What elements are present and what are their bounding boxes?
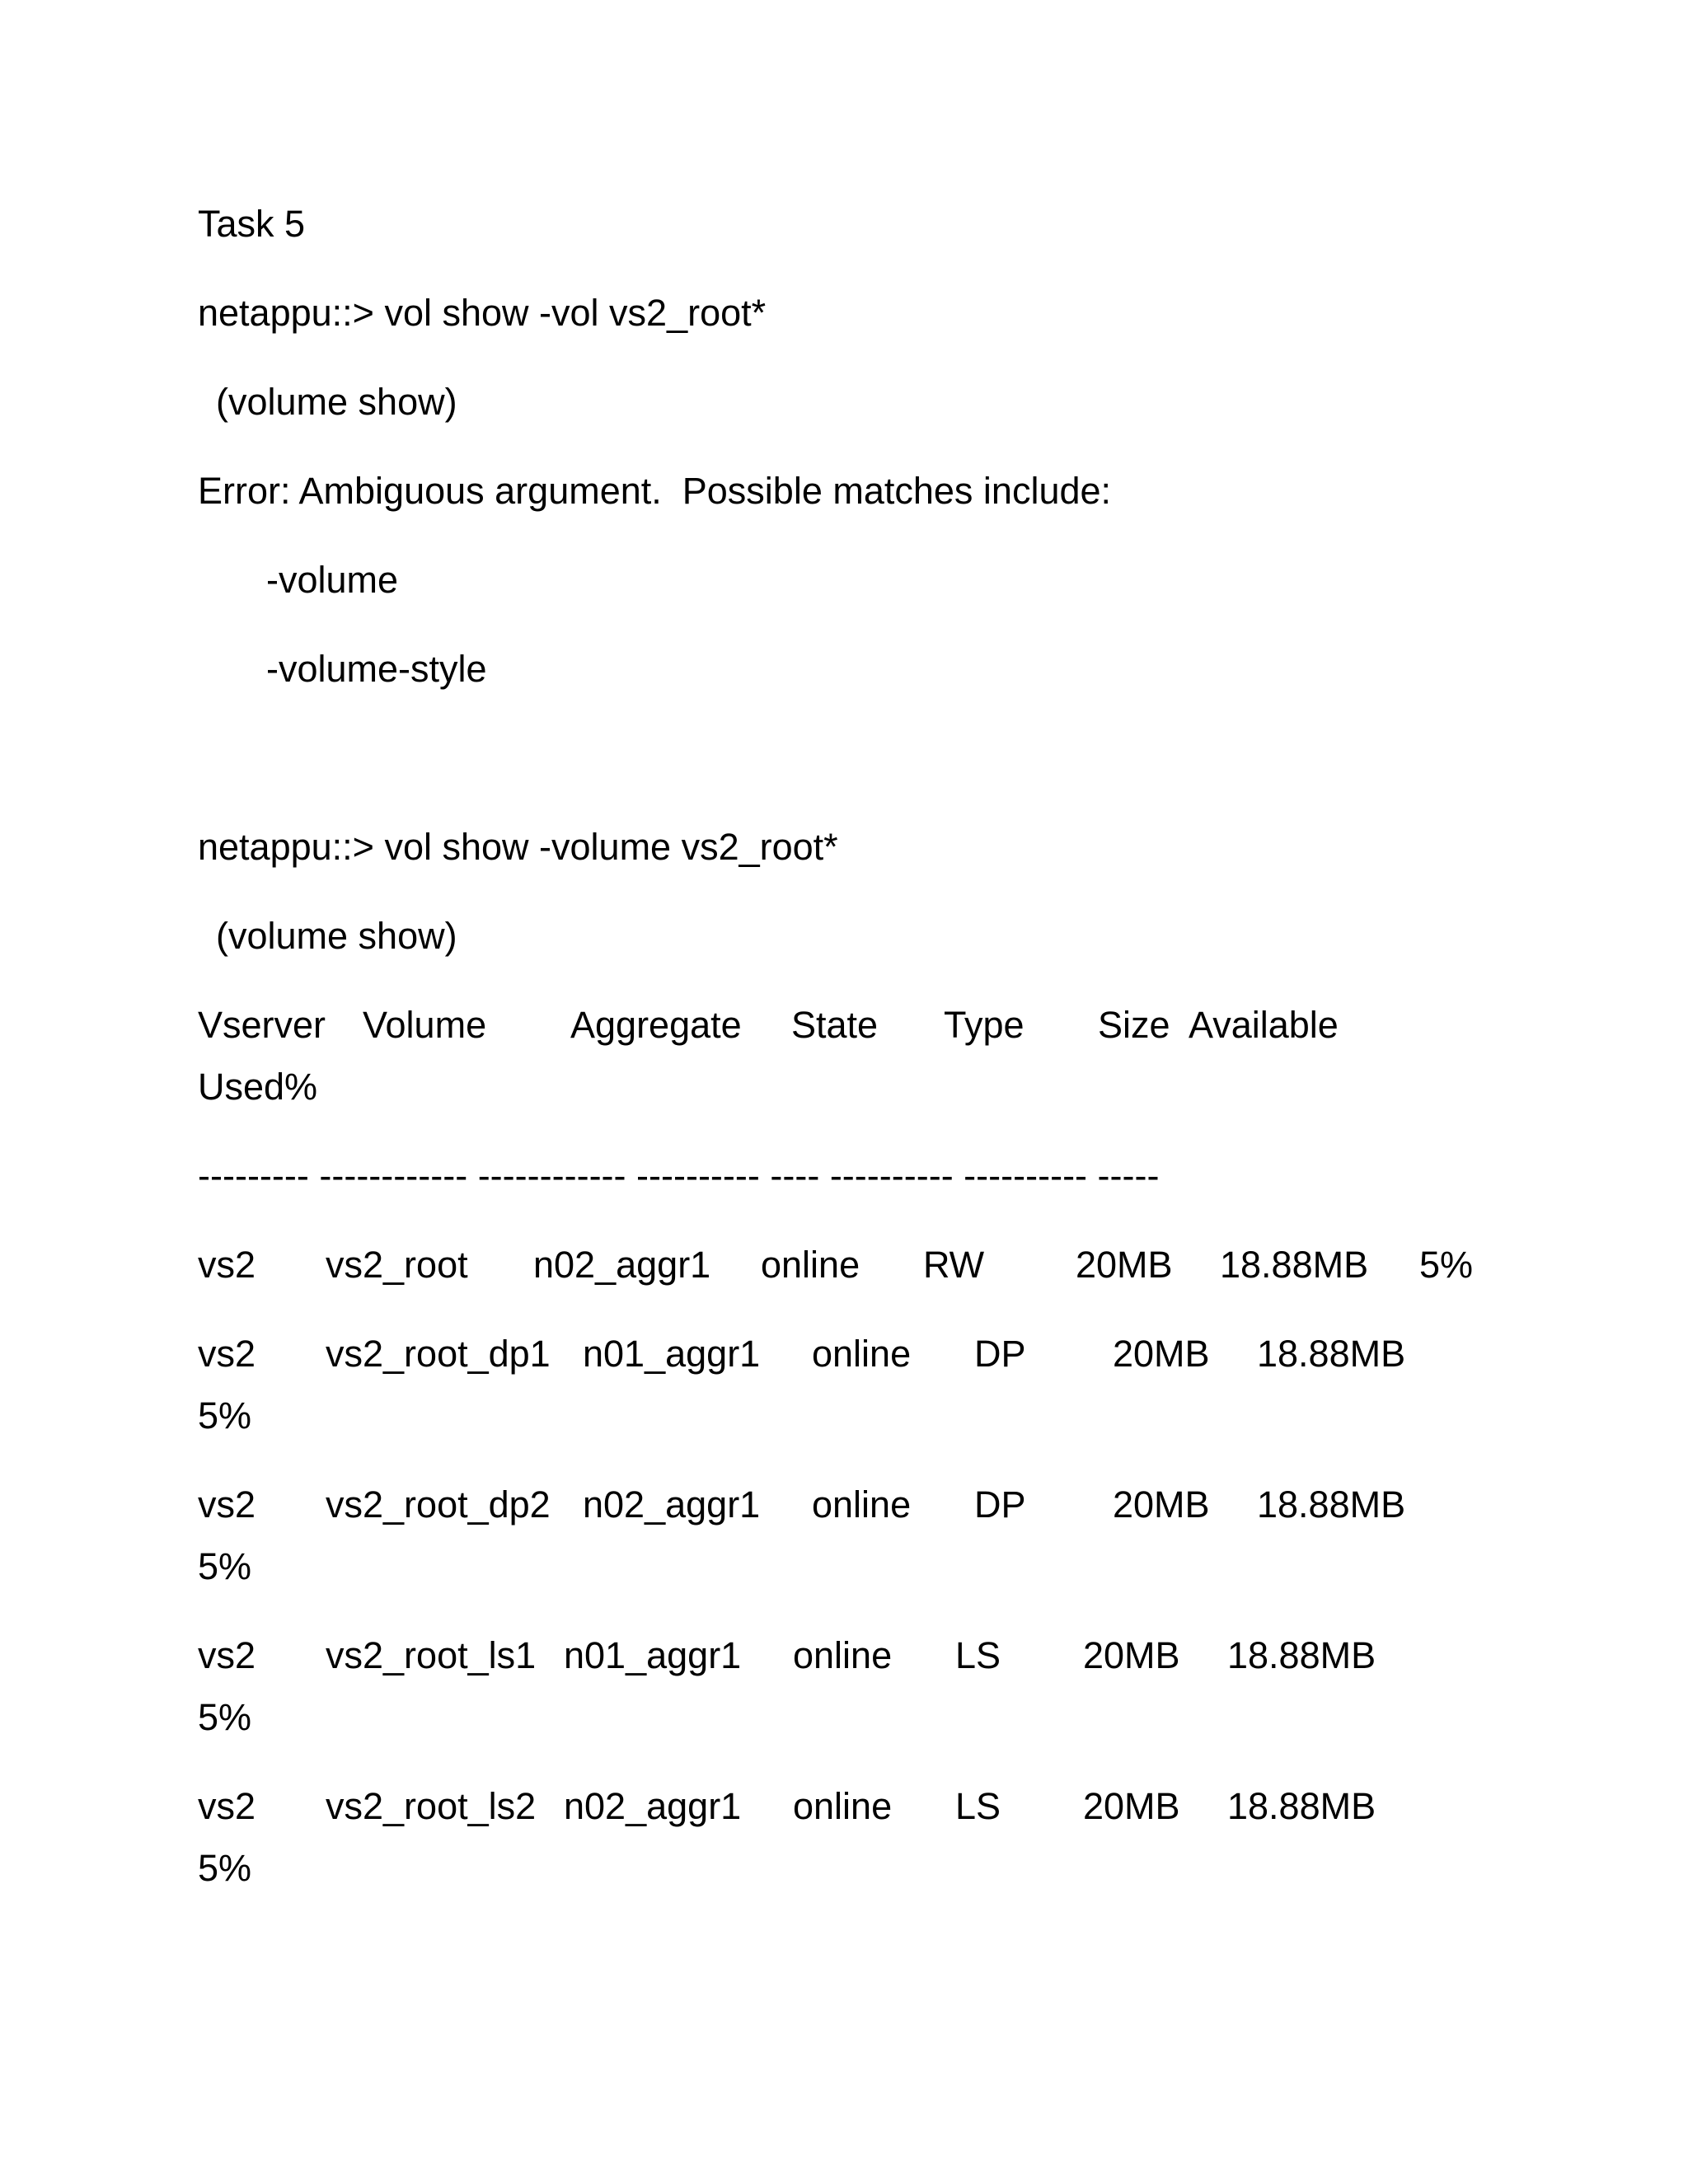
cell-volume: vs2_root_dp2	[326, 1483, 551, 1526]
cell-vserver: vs2	[198, 1483, 256, 1526]
table-separator: --------- ------------ ------------ ---------- ---- ---------- ---------- -----	[198, 1155, 1160, 1197]
header-size: Size	[1098, 1004, 1170, 1046]
cell-used: 5%	[198, 1545, 252, 1587]
cell-volume: vs2_root	[326, 1244, 468, 1286]
cell-vserver: vs2	[198, 1634, 256, 1676]
cell-used: 5%	[198, 1394, 252, 1436]
command-line-2: netappu::> vol show -volume vs2_root*	[198, 826, 838, 868]
header-volume: Volume	[363, 1004, 487, 1046]
cell-volume: vs2_root_dp1	[326, 1333, 551, 1375]
cell-size: 20MB	[1113, 1483, 1210, 1526]
cell-used: 5%	[1419, 1244, 1474, 1286]
cell-state: online	[793, 1785, 893, 1827]
cell-vserver: vs2	[198, 1244, 256, 1286]
command-subtitle-2: (volume show)	[216, 915, 457, 957]
header-type: Type	[944, 1004, 1025, 1046]
cell-size: 20MB	[1113, 1333, 1210, 1375]
cell-type: LS	[955, 1785, 1001, 1827]
cell-type: LS	[955, 1634, 1001, 1676]
cell-size: 20MB	[1083, 1785, 1180, 1827]
cell-volume: vs2_root_ls2	[326, 1785, 537, 1827]
cell-aggregate: n02_aggr1	[533, 1244, 711, 1286]
cell-vserver: vs2	[198, 1333, 256, 1375]
cell-available: 18.88MB	[1220, 1244, 1369, 1286]
cell-used: 5%	[198, 1696, 252, 1738]
match-option-volume: -volume	[266, 559, 399, 601]
error-message: Error: Ambiguous argument. Possible matches include:	[198, 470, 1112, 512]
cell-vserver: vs2	[198, 1785, 256, 1827]
header-used: Used%	[198, 1066, 318, 1108]
cell-state: online	[812, 1483, 912, 1526]
header-available: Available	[1189, 1004, 1339, 1046]
task-title: Task 5	[198, 203, 306, 245]
header-vserver: Vserver	[198, 1004, 326, 1046]
match-option-volume-style: -volume-style	[266, 648, 487, 690]
cell-aggregate: n02_aggr1	[583, 1483, 761, 1526]
cell-aggregate: n02_aggr1	[564, 1785, 742, 1827]
cell-available: 18.88MB	[1257, 1333, 1406, 1375]
cell-aggregate: n01_aggr1	[564, 1634, 742, 1676]
cell-used: 5%	[198, 1847, 252, 1889]
cell-type: DP	[974, 1333, 1026, 1375]
cell-state: online	[812, 1333, 912, 1375]
cell-type: RW	[923, 1244, 985, 1286]
cell-size: 20MB	[1083, 1634, 1180, 1676]
cell-state: online	[761, 1244, 860, 1286]
command-subtitle-1: (volume show)	[216, 381, 457, 423]
header-state: State	[791, 1004, 879, 1046]
cell-available: 18.88MB	[1227, 1634, 1376, 1676]
command-line-1: netappu::> vol show -vol vs2_root*	[198, 292, 767, 334]
cell-type: DP	[974, 1483, 1026, 1526]
cell-available: 18.88MB	[1257, 1483, 1406, 1526]
cell-available: 18.88MB	[1227, 1785, 1376, 1827]
cell-volume: vs2_root_ls1	[326, 1634, 537, 1676]
header-aggregate: Aggregate	[570, 1004, 742, 1046]
cell-aggregate: n01_aggr1	[583, 1333, 761, 1375]
cell-size: 20MB	[1076, 1244, 1173, 1286]
cell-state: online	[793, 1634, 893, 1676]
